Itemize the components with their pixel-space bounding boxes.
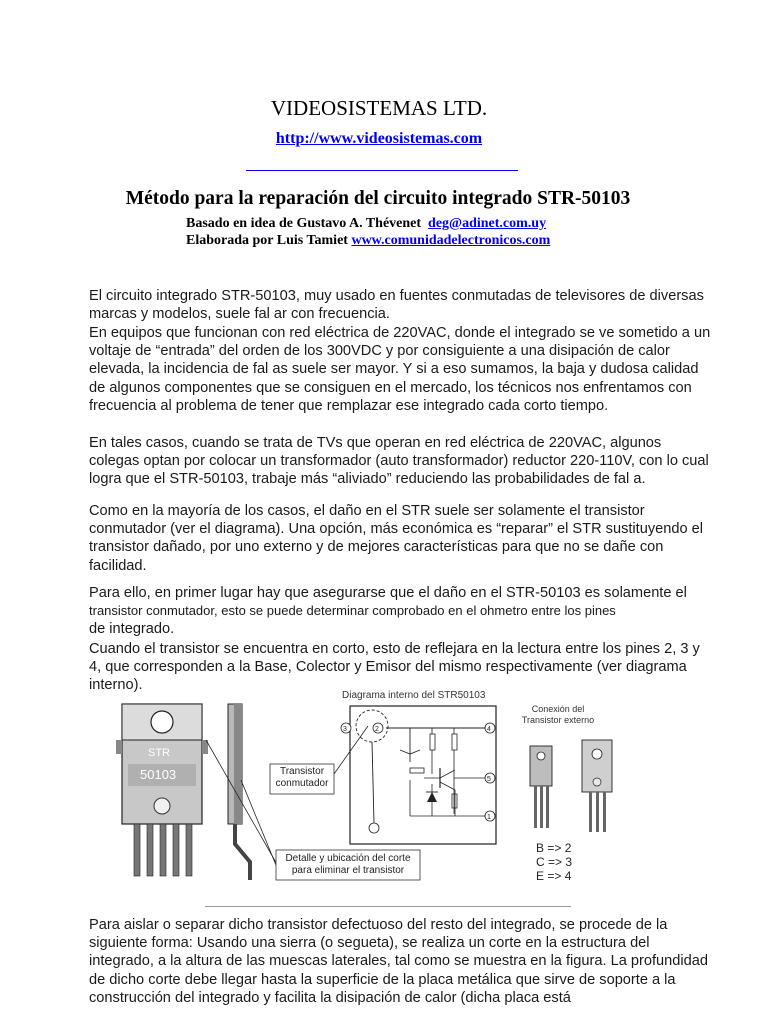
diagram-title: Diagrama interno del STR50103	[342, 690, 486, 701]
pin-label: 3	[343, 726, 347, 733]
internal-diagram	[341, 690, 496, 844]
paragraph-transformer: En tales casos, cuando se trata de TVs que operan en red eléctrica de 220VAC, algunos colegas optan por colocar un transformador (auto transformador) reductor 220-110V, con lo cual logra que el STR-50103, trabaje más “aliviado” reduciendo las probabilidades de fal a.	[89, 435, 709, 488]
website-link[interactable]	[0, 130, 758, 148]
paragraph-short: Cuando el transistor se encuentra en corto, esto de reflejara en la lectura entre los pines 2, 3 y 4, que corresponden a la Base, Colector y Emisor del mismo respectivamente (ver diagrama interno).	[89, 641, 700, 694]
credit-author: Basado en idea de Gustavo A. Thévenet	[186, 216, 422, 231]
paragraph-damage: Como en la mayoría de los casos, el daño en el STR suele ser solamente el transistor conmutador (ver el diagrama). Una opción, más económica es “reparar” el STR sustituyendo el transistor dañado, por uno externo y de mejores características para que no se dañe con facilidad.	[89, 503, 704, 574]
pin-label: 2	[375, 726, 379, 733]
credit-line-2	[186, 233, 550, 249]
transistor-label: Transistor conmutador	[275, 766, 329, 789]
paragraph-check-line3: de integrado.	[89, 621, 175, 638]
paragraph-isolate: Para aislar o separar dicho transistor defectuoso del resto del integrado, se procede de la siguiente forma: Usando una sierra (o segueta), se realiza un corte en la estructura del integrado, a la altura de las muescas laterales, tal como se muestra en la figura. La profundidad de dicho corte debe llegar hasta la superficie de la placa metálica que sirve de soporte a la construcción del integrado y facilita la disipación de calor (dicha placa está	[89, 917, 708, 1006]
pin-map-base: B => 2	[536, 841, 572, 855]
cut-callout	[276, 850, 420, 880]
paragraph-check-line2: transistor conmutador, esto se puede determinar comprobado en el ohmetro entre los pines	[89, 603, 616, 619]
pin-label: 1	[487, 814, 491, 821]
paragraph-check-line1: Para ello, en primer lugar hay que asegurarse que el daño en el STR-50103 es solamente el	[89, 585, 687, 601]
credit-editor: Elaborada por Luis Tamiet	[186, 233, 348, 248]
paragraph-check	[89, 584, 714, 639]
pin-map-emitter: E => 4	[536, 869, 572, 883]
company-name: VIDEOSISTEMAS LTD.	[270, 96, 488, 120]
figure-divider	[205, 906, 571, 907]
external-transistor-title: Conexión del Transistor externo	[521, 704, 595, 725]
pin-label: 4	[487, 726, 491, 733]
document-title: Método para la reparación del circuito integrado STR-50103	[125, 188, 631, 209]
chip-side-view	[228, 704, 250, 880]
paragraph-220vac: En equipos que funcionan con red eléctrica de 220VAC, donde el integrado se ve sometido a un voltaje de “entrada” del orden de los 300VDC y por consiguiente a una disipación de calor elevada, la incidencia de fal as suele ser mayor. Y si a eso sumamos, la baja y dudosa calidad de algunos componentes que se consiguen en el mercado, los técnicos nos enfrentamos con frecuencia al problema de tener que remplazar ese integrado cada corto tiempo.	[89, 325, 711, 414]
chip-brand-label: STR	[148, 747, 170, 759]
header-divider	[246, 170, 518, 171]
website-url[interactable]: http://www.videosistemas.com	[275, 130, 483, 147]
cut-label: Detalle y ubicación del corte para eliminar el transistor	[285, 853, 411, 876]
chip-front-view	[116, 704, 208, 876]
credit-line-1	[186, 216, 546, 232]
transistor-callout	[270, 726, 368, 794]
chip-part-label: 50103	[140, 767, 177, 782]
external-transistor	[518, 704, 612, 883]
paragraph-intro: El circuito integrado STR-50103, muy usado en fuentes conmutadas de televisores de diversas marcas y modelos, suele fal ar con frecuencia.	[89, 288, 704, 323]
community-link[interactable]: www.comunidadelectronicos.com	[351, 233, 551, 248]
pin-label: 5	[487, 776, 491, 783]
str-figure	[110, 684, 670, 896]
author-email-link[interactable]: deg@adinet.com.uy	[428, 216, 547, 231]
pin-map-collector: C => 3	[536, 855, 573, 869]
